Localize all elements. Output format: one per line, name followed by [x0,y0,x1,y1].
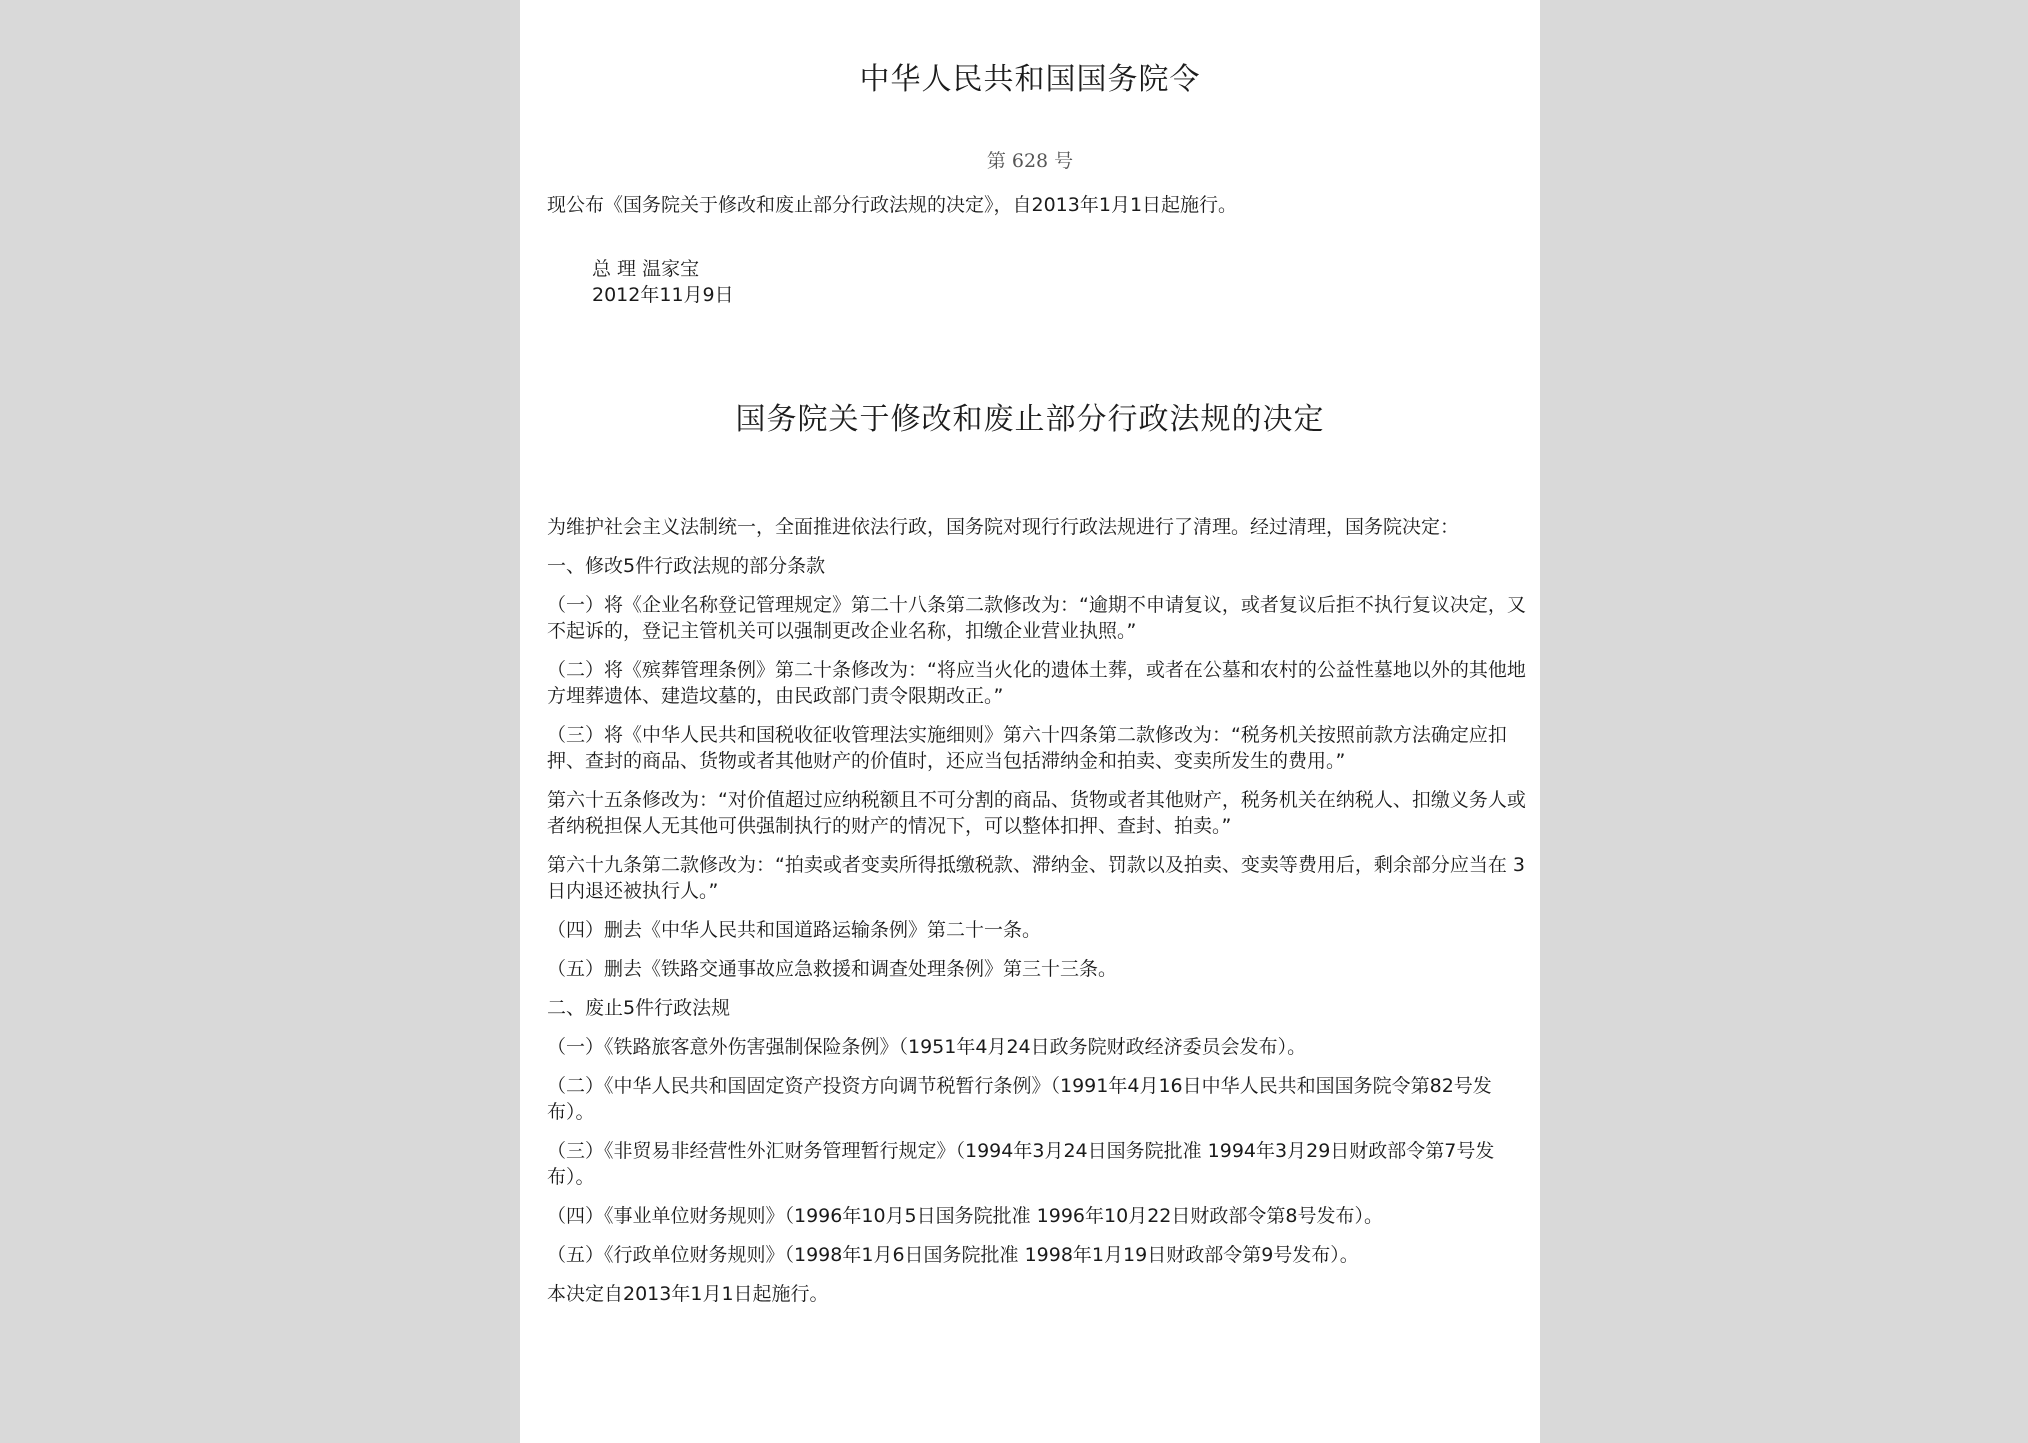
signer-name: 总 理 温家宝 [592,258,700,280]
paragraph: （二）《中华人民共和国固定资产投资方向调节税暂行条例》（1991年4月16日中华人民共和国国务院令第82号发布）。 [547,1075,1492,1123]
paragraph: 第六十五条修改为：“对价值超过应纳税额且不可分割的商品、货物或者其他财产，税务机关在纳税人、扣缴义务人或者纳税担保人无其他可供强制执行的财产的情况下，可以整体扣押、查封、拍卖。” [547,789,1526,837]
signature-date: 2012年11月9日 [592,284,734,306]
signature-block [592,256,734,308]
decision-title: 国务院关于修改和废止部分行政法规的决定 [735,402,1325,437]
paragraph: （三）将《中华人民共和国税收征收管理法实施细则》第六十四条第二款修改为：“税务机关按照前款方法确定应扣押、查封的商品、货物或者其他财产的价值时，还应当包括滞纳金和拍卖、变卖所发生的费用。” [547,724,1507,772]
order-title: 中华人民共和国国务院令 [859,62,1201,97]
document-page [520,0,1540,1443]
paragraph: 第六十九条第二款修改为：“拍卖或者变卖所得抵缴税款、滞纳金、罚款以及拍卖、变卖等费用后，剩余部分应当在 3 日内退还被执行人。” [547,854,1525,902]
promulgation-text: 现公布《国务院关于修改和废止部分行政法规的决定》，自2013年1月1日起施行。 [547,194,1238,216]
section-heading: 一、修改5件行政法规的部分条款 [547,555,826,577]
paragraph: （五）删去《铁路交通事故应急救援和调查处理条例》第三十三条。 [547,958,1118,980]
paragraph: （五）《行政单位财务规则》（1998年1月6日国务院批准 1998年1月19日财政部令第9号发布）。 [547,1244,1359,1266]
paragraph: 本决定自2013年1月1日起施行。 [547,1283,829,1305]
section-heading: 二、废止5件行政法规 [547,997,731,1019]
paragraph: 为维护社会主义法制统一，全面推进依法行政，国务院对现行行政法规进行了清理。经过清理，国务院决定： [547,516,1460,538]
paragraph: （四）删去《中华人民共和国道路运输条例》第二十一条。 [547,919,1042,941]
paragraph: （四）《事业单位财务规则》（1996年10月5日国务院批准 1996年10月22日财政部令第8号发布）。 [547,1205,1383,1227]
paragraph: （一）《铁路旅客意外伤害强制保险条例》（1951年4月24日政务院财政经济委员会发布）。 [547,1036,1307,1058]
paragraph: （二）将《殡葬管理条例》第二十条修改为：“将应当火化的遗体土葬，或者在公墓和农村的公益性墓地以外的其他地方埋葬遗体、建造坟墓的，由民政部门责令限期改正。” [547,659,1526,707]
paragraph: （一）将《企业名称登记管理规定》第二十八条第二款修改为：“逾期不申请复议，或者复议后拒不执行复议决定，又不起诉的，登记主管机关可以强制更改企业名称，扣缴企业营业执照。” [547,594,1526,642]
order-number: 第 628 号 [986,150,1074,172]
decision-body [547,514,1533,1320]
paragraph: （三）《非贸易非经营性外汇财务管理暂行规定》（1994年3月24日国务院批准 1994年3月29日财政部令第7号发布）。 [547,1140,1495,1188]
